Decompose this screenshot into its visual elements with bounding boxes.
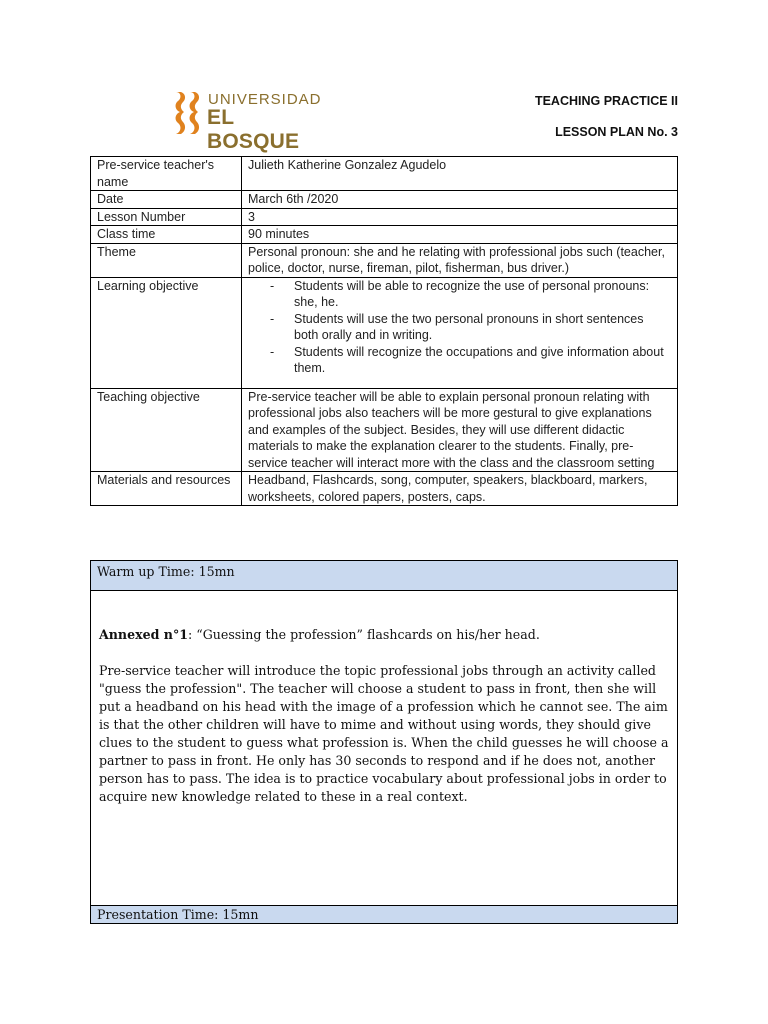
materials-value: Headband, Flashcards, song, computer, speakers, blackboard, markers, worksheets, colored papers, posters, caps. (242, 472, 678, 506)
warm-up-header: Warm up Time: 15mn (91, 561, 677, 591)
course-title: TEACHING PRACTICE II (534, 94, 678, 108)
lesson-info-table (90, 156, 678, 506)
teacher-label: Pre-service teacher's name (91, 157, 242, 191)
activity-paragraph: Pre-service teacher will introduce the topic professional jobs through an activity called "guess the profession". The teacher will choose a student to pass in front, then she will put a headband on his head with the image of a profession which he cannot see. The aim is that the other children will have to mime and without using words, they should give clues to the student to guess what profession is. When the child guesses he will choose a partner to pass in front. He only has 30 seconds to respond and if he does not, another person has to pass. The idea is to practice vocabulary about professional jobs in order to acquire new knowledge related to these in a real context. (99, 663, 669, 804)
lesson-number-label: Lesson Number (91, 208, 242, 226)
table-row (91, 208, 678, 226)
university-emblem-icon (172, 88, 206, 138)
table-row (91, 226, 678, 244)
warm-up-section (90, 560, 678, 924)
theme-label: Theme (91, 243, 242, 277)
list-item: - Students will be able to recognize the use of personal pronouns: she, he. (248, 278, 671, 311)
class-time-value: 90 minutes (242, 226, 678, 244)
learning-objective-value (242, 277, 678, 388)
materials-label: Materials and resources (91, 472, 242, 506)
annex-label: Annexed n°1 (99, 627, 189, 642)
table-row (91, 191, 678, 209)
annex-text: : “Guessing the profession” flashcards on his/her head. (188, 627, 540, 642)
list-item: - Students will use the two personal pronouns in short sentences both orally and in writing. (248, 311, 671, 344)
date-value: March 6th /2020 (242, 191, 678, 209)
class-time-label: Class time (91, 226, 242, 244)
learning-objective-list (248, 278, 671, 377)
table-row (91, 388, 678, 472)
activity-description (99, 662, 671, 806)
presentation-header: Presentation Time: 15mn (91, 905, 677, 923)
table-row (91, 157, 678, 191)
date-label: Date (91, 191, 242, 209)
university-logo (172, 88, 332, 153)
lesson-plan-number: LESSON PLAN No. 3 (555, 125, 678, 139)
logo-line-1: UNIVERSIDAD (208, 91, 322, 108)
annex-line (99, 626, 671, 644)
teaching-objective-value: Pre-service teacher will be able to explain personal pronoun relating with professional jobs also teachers will be more gestural to give explanations and examples of the subject. Besides, they will use different didactic materials to make the explanation clearer to the students. Finally, pre-service teacher will interact more with the class and the classroom setting (242, 388, 678, 472)
table-row (91, 277, 678, 388)
teacher-value: Julieth Katherine Gonzalez Agudelo (242, 157, 678, 191)
teaching-objective-label: Teaching objective (91, 388, 242, 472)
table-row (91, 472, 678, 506)
logo-line-2: EL BOSQUE (207, 106, 300, 153)
table-row (91, 243, 678, 277)
lesson-number-value: 3 (242, 208, 678, 226)
theme-value: Personal pronoun: she and he relating with professional jobs such (teacher, police, doctor, nurse, fireman, pilot, fisherman, bus driver.) (242, 243, 678, 277)
learning-objective-label: Learning objective (91, 277, 242, 388)
list-item: - Students will recognize the occupations and give information about them. (248, 344, 671, 377)
